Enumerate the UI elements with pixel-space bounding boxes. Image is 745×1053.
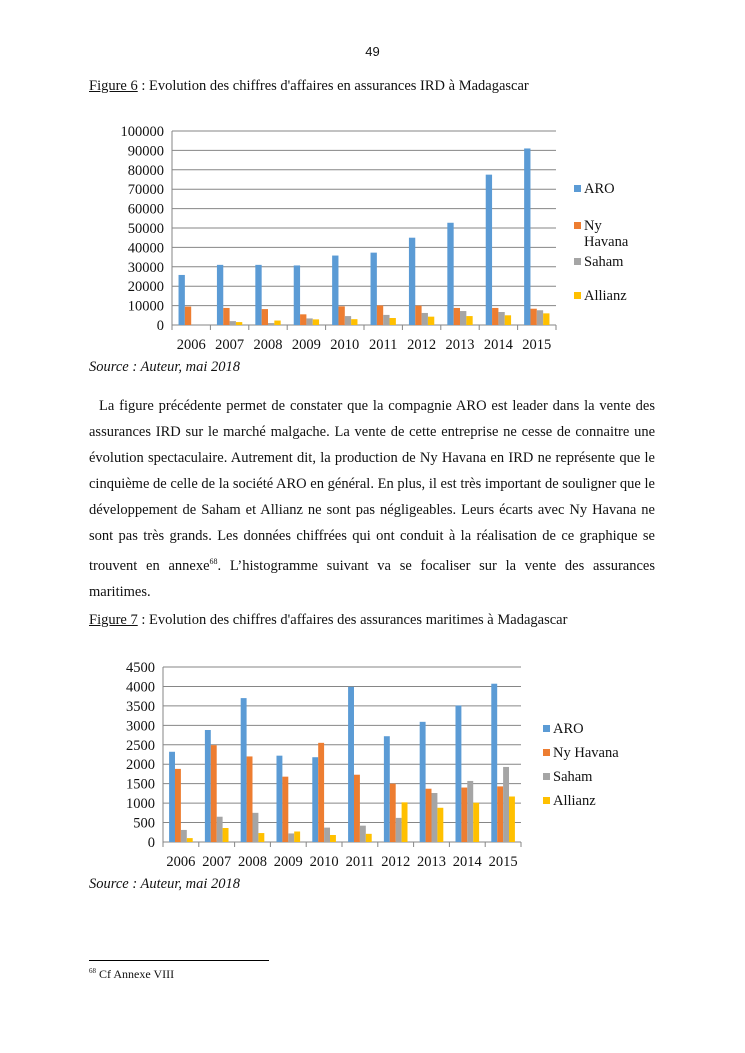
bar-allianz xyxy=(543,313,549,325)
bar-aro xyxy=(312,757,318,842)
bar-aro xyxy=(294,265,300,325)
x-tick-label: 2013 xyxy=(445,337,475,353)
page-number: 49 xyxy=(365,44,380,59)
x-tick-label: 2009 xyxy=(273,854,303,870)
footnote-number: 68 xyxy=(89,967,96,975)
y-tick-label: 10000 xyxy=(127,298,164,315)
bar-allianz xyxy=(313,319,319,325)
y-tick-label: 4500 xyxy=(126,660,155,676)
bar-saham xyxy=(396,818,402,842)
x-tick-label: 2011 xyxy=(368,337,398,353)
bar-ny-havana xyxy=(426,789,432,842)
x-tick-label: 2014 xyxy=(452,854,482,870)
bar-saham xyxy=(345,316,351,325)
y-tick-label: 80000 xyxy=(127,162,164,179)
bar-saham xyxy=(360,826,366,842)
figure-7-label: Figure 7 xyxy=(89,612,138,628)
bar-saham xyxy=(537,310,543,325)
legend-label: Allianz xyxy=(584,288,627,304)
bar-aro xyxy=(169,752,175,842)
bar-allianz xyxy=(187,838,193,842)
y-tick-label: 1000 xyxy=(126,796,155,813)
bar-saham xyxy=(288,833,294,842)
y-tick-label: 50000 xyxy=(127,221,164,237)
y-tick-label: 2000 xyxy=(126,757,155,774)
y-tick-label: 3000 xyxy=(126,718,155,735)
bar-allianz xyxy=(505,315,511,325)
y-tick-label: 40000 xyxy=(127,240,164,257)
bar-aro xyxy=(447,223,453,325)
bar-ny-havana xyxy=(318,743,324,842)
x-tick-label: 2015 xyxy=(522,337,552,353)
bar-aro xyxy=(217,265,223,325)
bar-allianz xyxy=(274,321,280,325)
bar-allianz xyxy=(330,835,336,842)
legend-swatch xyxy=(543,773,550,780)
bar-aro xyxy=(205,730,211,842)
x-tick-label: 2013 xyxy=(417,854,446,870)
bar-saham xyxy=(230,321,236,325)
bar-saham xyxy=(306,318,312,325)
x-tick-label: 2010 xyxy=(309,854,339,870)
bar-aro xyxy=(455,706,461,843)
figure-7-chart xyxy=(100,655,660,875)
bar-aro xyxy=(348,687,354,842)
bar-ny-havana xyxy=(185,307,191,325)
legend-swatch xyxy=(543,749,550,756)
legend-label: Saham xyxy=(553,769,593,785)
bar-saham xyxy=(324,828,330,842)
footnote-text: Cf Annexe VIII xyxy=(96,967,175,981)
bar-aro xyxy=(332,256,338,325)
bar-allianz xyxy=(236,322,242,325)
figure-6-label: Figure 6 xyxy=(89,78,138,94)
bar-allianz xyxy=(473,803,479,842)
x-tick-label: 2012 xyxy=(407,337,437,353)
bar-ny-havana xyxy=(454,308,460,325)
bar-ny-havana xyxy=(247,756,253,842)
bar-aro xyxy=(420,722,426,842)
bar-saham xyxy=(253,813,259,842)
y-tick-label: 20000 xyxy=(127,279,164,296)
figure-7-caption xyxy=(89,612,567,629)
bar-ny-havana xyxy=(300,314,306,325)
bar-aro xyxy=(524,148,530,325)
x-tick-label: 2006 xyxy=(176,337,206,353)
figure-7-source: Source : Auteur, mai 2018 xyxy=(89,876,241,892)
y-tick-label: 2500 xyxy=(126,737,155,754)
x-tick-label: 2006 xyxy=(166,854,196,870)
legend-label: Havana xyxy=(584,234,629,250)
bar-allianz xyxy=(509,797,515,843)
y-tick-label: 90000 xyxy=(127,143,164,160)
y-tick-label: 500 xyxy=(133,815,155,832)
bar-ny-havana xyxy=(211,745,217,842)
bar-allianz xyxy=(428,317,434,325)
legend-swatch xyxy=(543,797,550,804)
bar-ny-havana xyxy=(497,786,503,842)
figure-6-source: Source : Auteur, mai 2018 xyxy=(89,359,241,375)
x-tick-label: 2010 xyxy=(330,337,360,353)
y-tick-label: 60000 xyxy=(127,201,164,218)
bar-ny-havana xyxy=(223,308,229,325)
bar-saham xyxy=(467,781,473,842)
footnote xyxy=(89,967,174,982)
legend-swatch xyxy=(574,222,581,229)
bar-aro xyxy=(486,175,492,325)
x-tick-label: 2008 xyxy=(253,337,283,353)
bar-saham xyxy=(383,315,389,325)
x-tick-label: 2012 xyxy=(381,854,411,870)
x-tick-label: 2009 xyxy=(291,337,321,353)
legend-swatch xyxy=(574,292,581,299)
bar-ny-havana xyxy=(377,305,383,325)
bar-ny-havana xyxy=(262,309,268,325)
bar-ny-havana xyxy=(415,306,421,325)
legend-label: ARO xyxy=(553,721,584,737)
paragraph-text-end: . L’histogramme suivant va se focaliser sur la vente des assurances maritimes. xyxy=(89,557,655,600)
bar-allianz xyxy=(466,316,472,325)
bar-allianz xyxy=(366,834,372,842)
y-tick-label: 1500 xyxy=(126,776,155,793)
legend-swatch xyxy=(574,185,581,192)
y-tick-label: 4000 xyxy=(126,679,155,696)
bar-saham xyxy=(268,323,274,325)
bar-aro xyxy=(371,253,377,325)
bar-allianz xyxy=(258,833,264,842)
y-tick-label: 100000 xyxy=(120,124,164,140)
legend-swatch xyxy=(543,725,550,732)
bar-ny-havana xyxy=(354,775,360,842)
legend-label: ARO xyxy=(584,181,615,197)
bar-ny-havana xyxy=(530,309,536,325)
x-tick-label: 2015 xyxy=(488,854,518,870)
bar-aro xyxy=(241,698,247,842)
bar-allianz xyxy=(437,808,443,842)
bar-aro xyxy=(409,238,415,325)
bar-allianz xyxy=(351,319,357,325)
bar-aro xyxy=(255,265,261,325)
x-tick-label: 2008 xyxy=(238,854,267,870)
paragraph-text: La figure précédente permet de constater que la compagnie ARO est leader dans la vente des assurances IRD sur le marché malgache. La vente de cette entreprise ne cesse de connaitre une évolution spectaculaire. Autrement dit, la production de Ny Havana en IRD ne représente que le cinquième de celle de la société ARO en général. En plus, il est très important de souligner que le développement de Saham et Allianz ne sont pas négligeables. Leurs écarts avec Ny Havana ne sont pas très grands. Les données chiffrées qui ont conduit à la réalisation de ce graphique se trouvent en annexe xyxy=(89,398,655,574)
bar-saham xyxy=(460,311,466,325)
bar-saham xyxy=(498,312,504,325)
y-tick-label: 3500 xyxy=(126,698,155,715)
bar-allianz xyxy=(402,802,408,842)
bar-allianz xyxy=(223,828,229,842)
bar-saham xyxy=(422,313,428,325)
bar-allianz xyxy=(390,318,396,325)
footnote-divider xyxy=(89,960,269,961)
bar-saham xyxy=(432,793,438,842)
x-tick-label: 2011 xyxy=(345,854,375,870)
bar-aro xyxy=(276,756,282,842)
bar-chart-svg xyxy=(100,655,660,875)
y-tick-label: 70000 xyxy=(127,182,164,199)
bar-chart-svg xyxy=(100,118,660,358)
bar-ny-havana xyxy=(461,788,467,842)
x-tick-label: 2007 xyxy=(215,337,245,353)
bar-saham xyxy=(217,817,223,842)
bar-aro xyxy=(179,275,185,325)
footnote-ref: 68 xyxy=(209,557,218,566)
bar-ny-havana xyxy=(338,306,344,325)
legend-label: Allianz xyxy=(553,793,596,809)
figure-6-caption xyxy=(89,78,529,95)
bar-saham xyxy=(181,830,187,842)
bar-allianz xyxy=(294,832,300,843)
legend-swatch xyxy=(574,258,581,265)
figure-6-title: : Evolution des chiffres d'affaires en assurances IRD à Madagascar xyxy=(137,78,529,94)
bar-ny-havana xyxy=(492,308,498,325)
body-paragraph xyxy=(89,393,655,605)
bar-ny-havana xyxy=(390,784,396,842)
bar-aro xyxy=(384,736,390,842)
bar-saham xyxy=(503,767,509,842)
legend-label: Saham xyxy=(584,254,624,270)
x-tick-label: 2007 xyxy=(202,854,232,870)
y-tick-label: 30000 xyxy=(127,259,164,276)
bar-ny-havana xyxy=(175,769,181,842)
y-tick-label: 0 xyxy=(156,318,164,334)
x-tick-label: 2014 xyxy=(483,337,513,353)
legend-label: Ny Havana xyxy=(553,745,619,761)
figure-7-title: : Evolution des chiffres d'affaires des assurances maritimes à Madagascar xyxy=(137,612,568,628)
bar-ny-havana xyxy=(282,777,288,842)
figure-6-chart xyxy=(100,118,660,358)
legend-label: Ny xyxy=(584,218,602,234)
y-tick-label: 0 xyxy=(147,835,155,851)
bar-aro xyxy=(491,684,497,842)
